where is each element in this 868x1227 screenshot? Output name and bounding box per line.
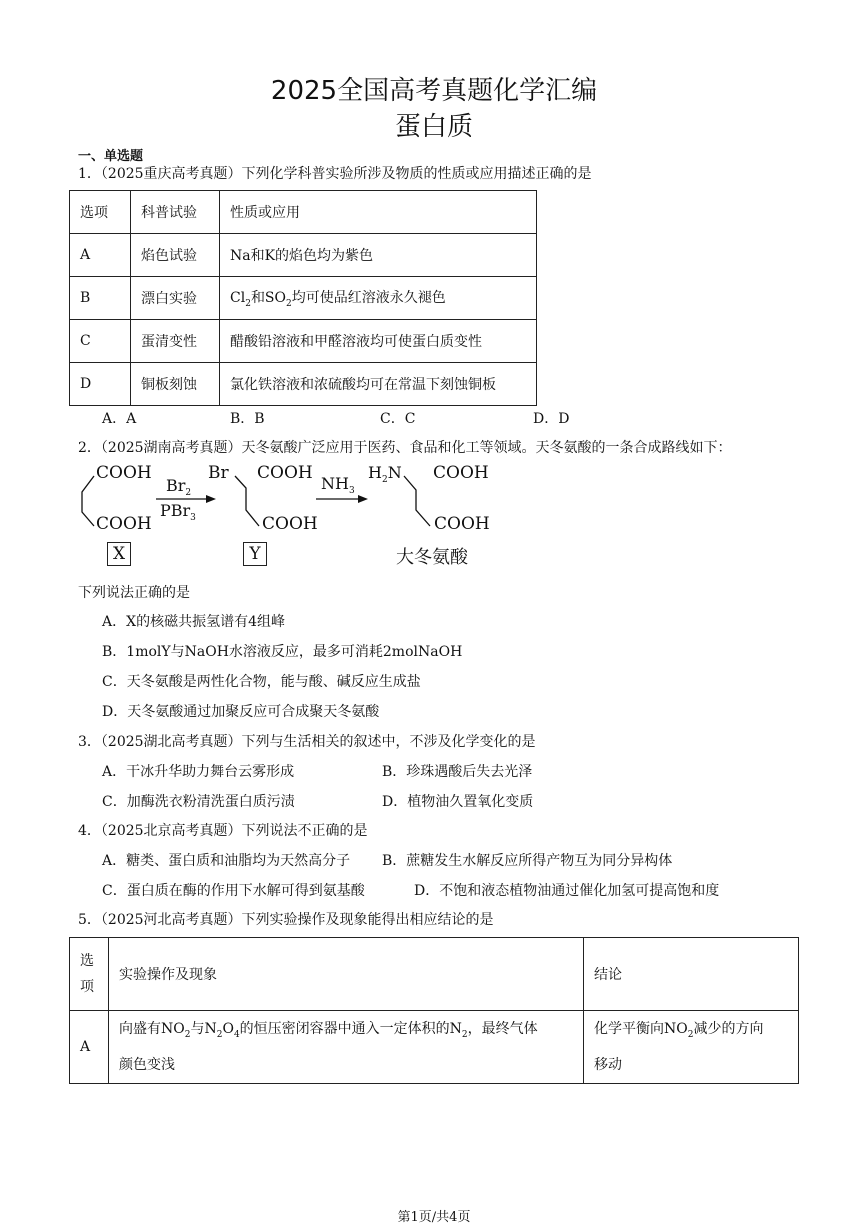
product-name: 大冬氨酸 bbox=[396, 547, 468, 568]
header-cell: 结论 bbox=[584, 938, 799, 1011]
q1-option-a: A．A bbox=[102, 411, 137, 427]
y-cooh-bottom: COOH bbox=[262, 514, 318, 534]
q2-stem: 2．（2025湖南高考真题）天冬氨酸广泛应用于医药、食品和化工等领域。天冬氨酸的一条合成路线如下： bbox=[78, 440, 732, 456]
page-title: 2025全国高考真题化学汇编 bbox=[270, 76, 598, 106]
experiment-cell: 蛋清变性 bbox=[131, 320, 220, 363]
header-cell: 选 项 bbox=[70, 938, 109, 1011]
product-cooh-top: COOH bbox=[433, 463, 489, 483]
table-row bbox=[70, 320, 537, 363]
q3-option-b: B．珍珠遇酸后失去光泽 bbox=[382, 764, 533, 780]
table-header-row bbox=[70, 938, 799, 1011]
q3-option-d: D．植物油久置氧化变质 bbox=[382, 794, 534, 810]
table-row bbox=[70, 234, 537, 277]
table-header-row bbox=[70, 191, 537, 234]
y-br: Br bbox=[208, 463, 229, 483]
arrowhead-1 bbox=[206, 495, 216, 503]
product-h2n: $H_2N$ bbox=[368, 463, 402, 486]
x-cooh-bottom: COOH bbox=[96, 514, 152, 534]
option-cell: A bbox=[70, 1011, 109, 1084]
q1-option-b: B．B bbox=[230, 411, 265, 427]
q5-table bbox=[69, 937, 799, 1084]
reagent-br2: $Br_2$ bbox=[166, 476, 192, 499]
description-cell: 醋酸铅溶液和甲醛溶液均可使蛋白质变性 bbox=[220, 320, 537, 363]
q4-option-c: C．蛋白质在酶的作用下水解可得到氨基酸 bbox=[102, 883, 365, 899]
q3-option-a: A．干冰升华助力舞台云雾形成 bbox=[102, 764, 295, 780]
operation-cell: 向盛有$NO_2$与$N_2O_4$的恒压密闭容器中通入一定体积的$N_2$，最终气体 颜色变浅 bbox=[109, 1011, 584, 1084]
x-skeleton bbox=[82, 476, 94, 526]
arrowhead-2 bbox=[358, 495, 368, 503]
header-cell: 实验操作及现象 bbox=[109, 938, 584, 1011]
header-cell: 性质或应用 bbox=[220, 191, 537, 234]
q5-stem: 5．（2025河北高考真题）下列实验操作及现象能得出相应结论的是 bbox=[78, 912, 494, 928]
option-cell: B bbox=[70, 277, 131, 320]
section-heading: 一、单选题 bbox=[78, 149, 144, 164]
description-cell: 氯化铁溶液和浓硫酸均可在常温下刻蚀铜板 bbox=[220, 363, 537, 406]
q2-option-c: C．天冬氨酸是两性化合物，能与酸、碱反应生成盐 bbox=[102, 674, 421, 690]
option-cell: D bbox=[70, 363, 131, 406]
conclusion-cell: 化学平衡向$NO_2$减少的方向 移动 bbox=[584, 1011, 799, 1084]
description-cell: $Cl_2$和$SO_2$均可使品红溶液永久褪色 bbox=[220, 277, 537, 320]
product-cooh-bottom: COOH bbox=[434, 514, 490, 534]
header-cell: 选项 bbox=[70, 191, 131, 234]
y-cooh-top: COOH bbox=[257, 463, 313, 483]
q4-option-d: D．不饱和液态植物油通过催化加氢可提高饱和度 bbox=[414, 883, 720, 899]
option-cell: C bbox=[70, 320, 131, 363]
q1-table bbox=[69, 190, 537, 406]
description-cell: Na和K的焰色均为紫色 bbox=[220, 234, 537, 277]
q1-stem: 1．（2025重庆高考真题）下列化学科普实验所涉及物质的性质或应用描述正确的是 bbox=[78, 166, 592, 182]
q3-option-c: C．加酶洗衣粉清洗蛋白质污渍 bbox=[102, 794, 295, 810]
q2-option-a: A．X的核磁共振氢谱有4组峰 bbox=[102, 614, 285, 630]
option-cell: A bbox=[70, 234, 131, 277]
q2-option-d: D．天冬氨酸通过加聚反应可合成聚天冬氨酸 bbox=[102, 704, 380, 720]
page-subtitle: 蛋白质 bbox=[394, 112, 473, 142]
label-x: X bbox=[107, 542, 131, 566]
reagent-nh3: $NH_3$ bbox=[321, 474, 355, 497]
header-cell: 科普试验 bbox=[131, 191, 220, 234]
q2-lead: 下列说法正确的是 bbox=[78, 585, 190, 601]
q4-option-a: A．糖类、蛋白质和油脂均为天然高分子 bbox=[102, 853, 351, 869]
product-skeleton bbox=[404, 476, 430, 526]
q1-option-c: C．C bbox=[380, 411, 416, 427]
x-cooh-top: COOH bbox=[96, 463, 152, 483]
y-skeleton bbox=[235, 476, 259, 526]
experiment-cell: 铜板刻蚀 bbox=[131, 363, 220, 406]
table-row bbox=[70, 277, 537, 320]
q3-stem: 3．（2025湖北高考真题）下列与生活相关的叙述中，不涉及化学变化的是 bbox=[78, 734, 536, 750]
table-row bbox=[70, 363, 537, 406]
reagent-pbr3: PBr$_3$ bbox=[160, 501, 196, 524]
experiment-cell: 焰色试验 bbox=[131, 234, 220, 277]
q1-option-d: D．D bbox=[533, 411, 570, 427]
page-footer: 第1页/共4页 bbox=[397, 1210, 471, 1225]
table-row bbox=[70, 1011, 799, 1084]
q2-option-b: B．1molY与NaOH水溶液反应，最多可消耗2molNaOH bbox=[102, 644, 463, 660]
experiment-cell: 漂白实验 bbox=[131, 277, 220, 320]
q4-option-b: B．蔗糖发生水解反应所得产物互为同分异构体 bbox=[382, 853, 673, 869]
label-y: Y bbox=[243, 542, 267, 566]
q4-stem: 4．（2025北京高考真题）下列说法不正确的是 bbox=[78, 823, 368, 839]
